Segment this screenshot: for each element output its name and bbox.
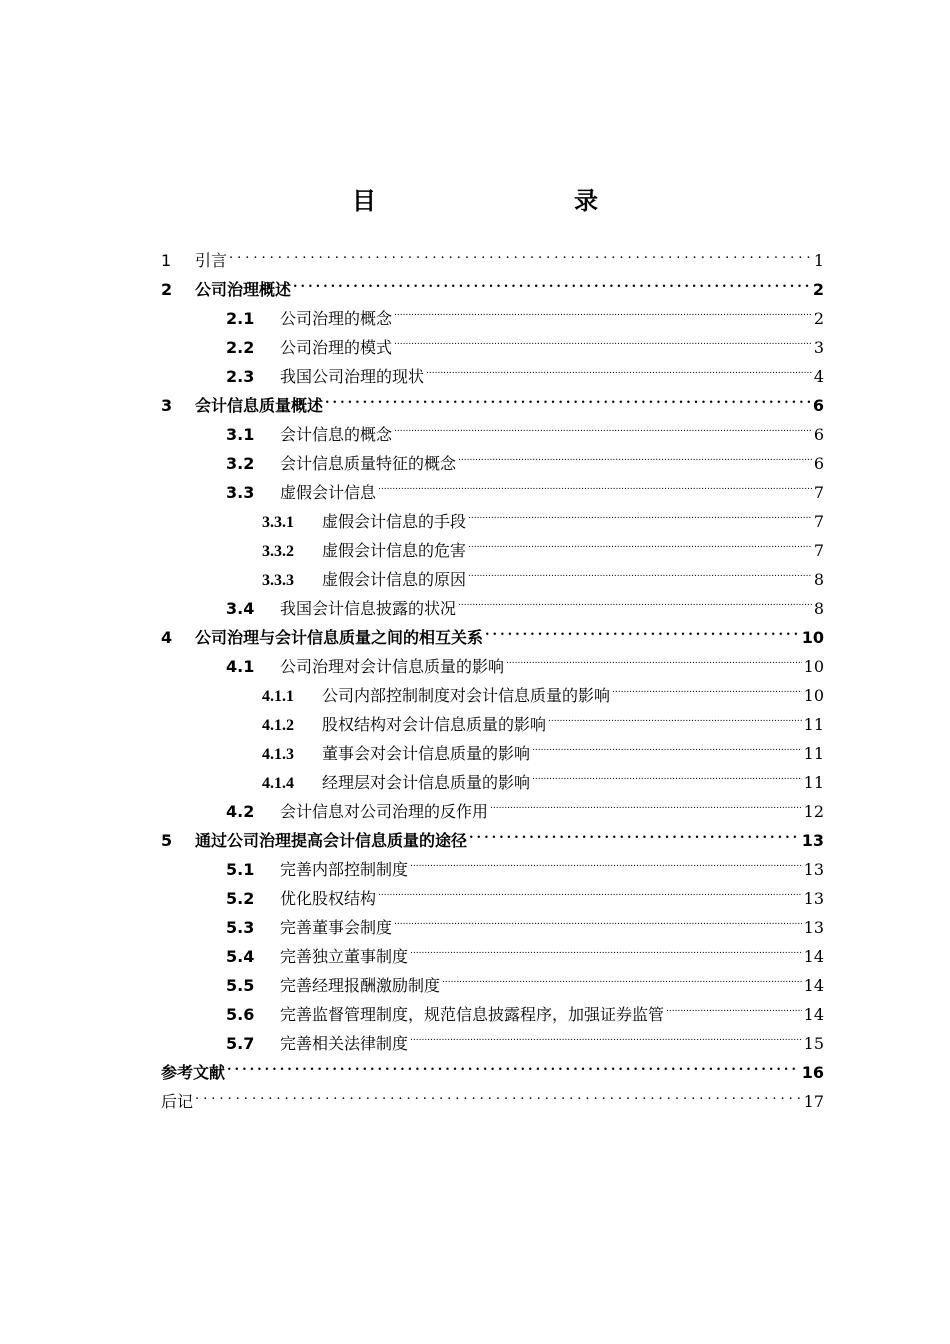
toc-entry-number: 4 [161,628,173,647]
toc-entry-number: 4.2 [226,802,255,821]
toc-entry[interactable] [161,237,824,270]
toc-entry[interactable] [161,585,824,618]
toc-entry-page-number: 6 [813,454,824,473]
toc-dot-leader [325,382,811,411]
toc-entry-page-number: 17 [803,1092,824,1111]
toc-entry[interactable] [161,1078,824,1111]
toc-dot-leader [612,672,802,701]
toc-entry-title: 公司治理的模式 [280,338,393,357]
toc-entry-page-number: 8 [813,599,824,618]
toc-entry-page-number: 2 [812,280,824,299]
toc-entry-page-number: 10 [803,657,824,676]
toc-entry-number: 5.1 [226,860,255,879]
toc-entry-page-number: 14 [803,976,824,995]
toc-dot-leader [458,440,812,469]
toc-dot-leader [229,237,812,266]
toc-entry-title: 完善监督管理制度，规范信息披露程序，加强证券监管 [280,1005,665,1024]
toc-entry-number: 3.2 [226,454,255,473]
toc-entry-title: 虚假会计信息的原因 [322,570,467,589]
toc-entry-number: 3.1 [226,425,255,444]
toc-entry-number: 2.1 [226,309,255,328]
toc-entry-number: 5.7 [226,1034,255,1053]
toc-entry-title: 经理层对会计信息质量的影响 [322,773,531,792]
toc-entry-title: 我国公司治理的现状 [280,367,425,386]
toc-entry-title: 会计信息对公司治理的反作用 [280,802,489,821]
toc-entry[interactable] [161,266,824,299]
toc-entry[interactable] [161,527,824,560]
toc-entry-page-number: 16 [801,1063,824,1082]
toc-entry-title: 虚假会计信息的手段 [322,512,467,531]
toc-entry-title: 完善经理报酬激励制度 [280,976,441,995]
toc-entry-title: 股权结构对会计信息质量的影响 [322,715,547,734]
toc-entry-page-number: 8 [813,570,824,589]
toc-entry-title: 公司治理概述 [195,280,292,299]
toc-dot-leader [666,991,802,1020]
toc-dot-leader [469,817,800,846]
toc-entry-number: 5.5 [226,976,255,995]
toc-entry-title: 虚假会计信息的危害 [322,541,467,560]
toc-dot-leader [485,614,800,643]
toc-dot-leader [378,469,812,498]
toc-entry-number: 3.4 [226,599,255,618]
toc-dot-leader [378,875,802,904]
toc-entry-page-number: 13 [803,918,824,937]
toc-entry-page-number: 13 [801,831,824,850]
toc-entry-page-number: 10 [803,686,824,705]
toc-dot-leader [490,788,802,817]
table-of-contents [161,237,824,1111]
toc-entry-title: 后记 [161,1092,194,1111]
toc-dot-leader [410,1020,802,1049]
toc-entry-title: 董事会对会计信息质量的影响 [322,744,531,763]
toc-entry-page-number: 1 [813,251,824,270]
toc-entry-page-number: 7 [813,541,824,560]
toc-dot-leader [394,324,812,353]
toc-entry-page-number: 6 [812,396,824,415]
toc-entry-number: 4.1.2 [262,717,294,734]
toc-entry-title: 公司治理的概念 [280,309,393,328]
toc-dot-leader [410,846,802,875]
toc-dot-leader [394,904,802,933]
toc-entry-title: 我国会计信息披露的状况 [280,599,457,618]
toc-entry-page-number: 12 [803,802,824,821]
toc-dot-leader [195,1078,802,1107]
toc-entry-title: 完善内部控制制度 [280,860,409,879]
toc-dot-leader [394,411,812,440]
toc-entry-number: 4.1 [226,657,255,676]
toc-entry-page-number: 15 [803,1034,824,1053]
toc-dot-leader [532,730,802,759]
toc-entry-title: 会计信息的概念 [280,425,393,444]
toc-dot-leader [293,266,811,295]
toc-entry-number: 4.1.4 [262,775,294,792]
toc-entry-page-number: 14 [803,1005,824,1024]
toc-entry-number: 5.3 [226,918,255,937]
toc-entry-page-number: 10 [801,628,824,647]
toc-dot-leader [468,498,812,527]
toc-entry-number: 1 [161,251,172,270]
toc-entry-page-number: 13 [803,860,824,879]
toc-entry-number: 2 [161,280,173,299]
toc-entry-number: 5 [161,831,173,850]
toc-entry-title: 会计信息质量特征的概念 [280,454,457,473]
toc-entry-page-number: 14 [803,947,824,966]
toc-entry[interactable] [161,556,824,589]
toc-entry-number: 3 [161,396,173,415]
toc-entry-title: 会计信息质量概述 [195,396,324,415]
toc-entry-page-number: 6 [813,425,824,444]
toc-entry-number: 3.3.3 [262,572,294,589]
toc-entry-title: 完善独立董事制度 [280,947,409,966]
toc-entry-title: 完善相关法律制度 [280,1034,409,1053]
toc-entry-page-number: 4 [813,367,824,386]
toc-entry-page-number: 11 [803,773,824,792]
toc-entry-title: 完善董事会制度 [280,918,393,937]
toc-entry-page-number: 7 [813,483,824,502]
toc-dot-leader [548,701,802,730]
toc-dot-leader [426,353,812,382]
toc-entry-page-number: 11 [803,744,824,763]
toc-dot-leader [458,585,812,614]
toc-dot-leader [506,643,802,672]
toc-entry-title: 参考文献 [161,1063,226,1082]
toc-entry[interactable] [161,788,824,821]
toc-dot-leader [532,759,802,788]
toc-dot-leader [442,962,802,991]
toc-entry-page-number: 7 [813,512,824,531]
toc-entry-title: 通过公司治理提高会计信息质量的途径 [195,831,468,850]
toc-dot-leader [410,933,802,962]
toc-entry-title: 公司治理对会计信息质量的影响 [280,657,505,676]
toc-entry-number: 3.3.2 [262,543,294,560]
toc-entry-number: 5.2 [226,889,255,908]
toc-entry-title: 引言 [195,251,228,270]
page-title: 目 录 [352,187,648,215]
toc-entry-page-number: 13 [803,889,824,908]
toc-entry-number: 5.4 [226,947,255,966]
toc-entry-number: 4.1.3 [262,746,294,763]
toc-dot-leader [227,1049,800,1078]
toc-dot-leader [394,295,812,324]
toc-entry-number: 5.6 [226,1005,255,1024]
toc-entry-title: 虚假会计信息 [280,483,377,502]
toc-dot-leader [468,556,812,585]
toc-entry-title: 公司治理与会计信息质量之间的相互关系 [195,628,484,647]
toc-entry-title: 公司内部控制制度对会计信息质量的影响 [322,686,611,705]
toc-entry-number: 3.3.1 [262,514,294,531]
toc-entry-page-number: 11 [803,715,824,734]
toc-entry-title: 优化股权结构 [280,889,377,908]
toc-entry-number: 2.2 [226,338,255,357]
toc-entry-page-number: 2 [813,309,824,328]
toc-entry[interactable] [161,1049,824,1082]
toc-entry-page-number: 3 [813,338,824,357]
toc-entry-number: 3.3 [226,483,255,502]
toc-entry-number: 4.1.1 [262,688,294,705]
toc-dot-leader [468,527,812,556]
toc-entry-number: 2.3 [226,367,255,386]
